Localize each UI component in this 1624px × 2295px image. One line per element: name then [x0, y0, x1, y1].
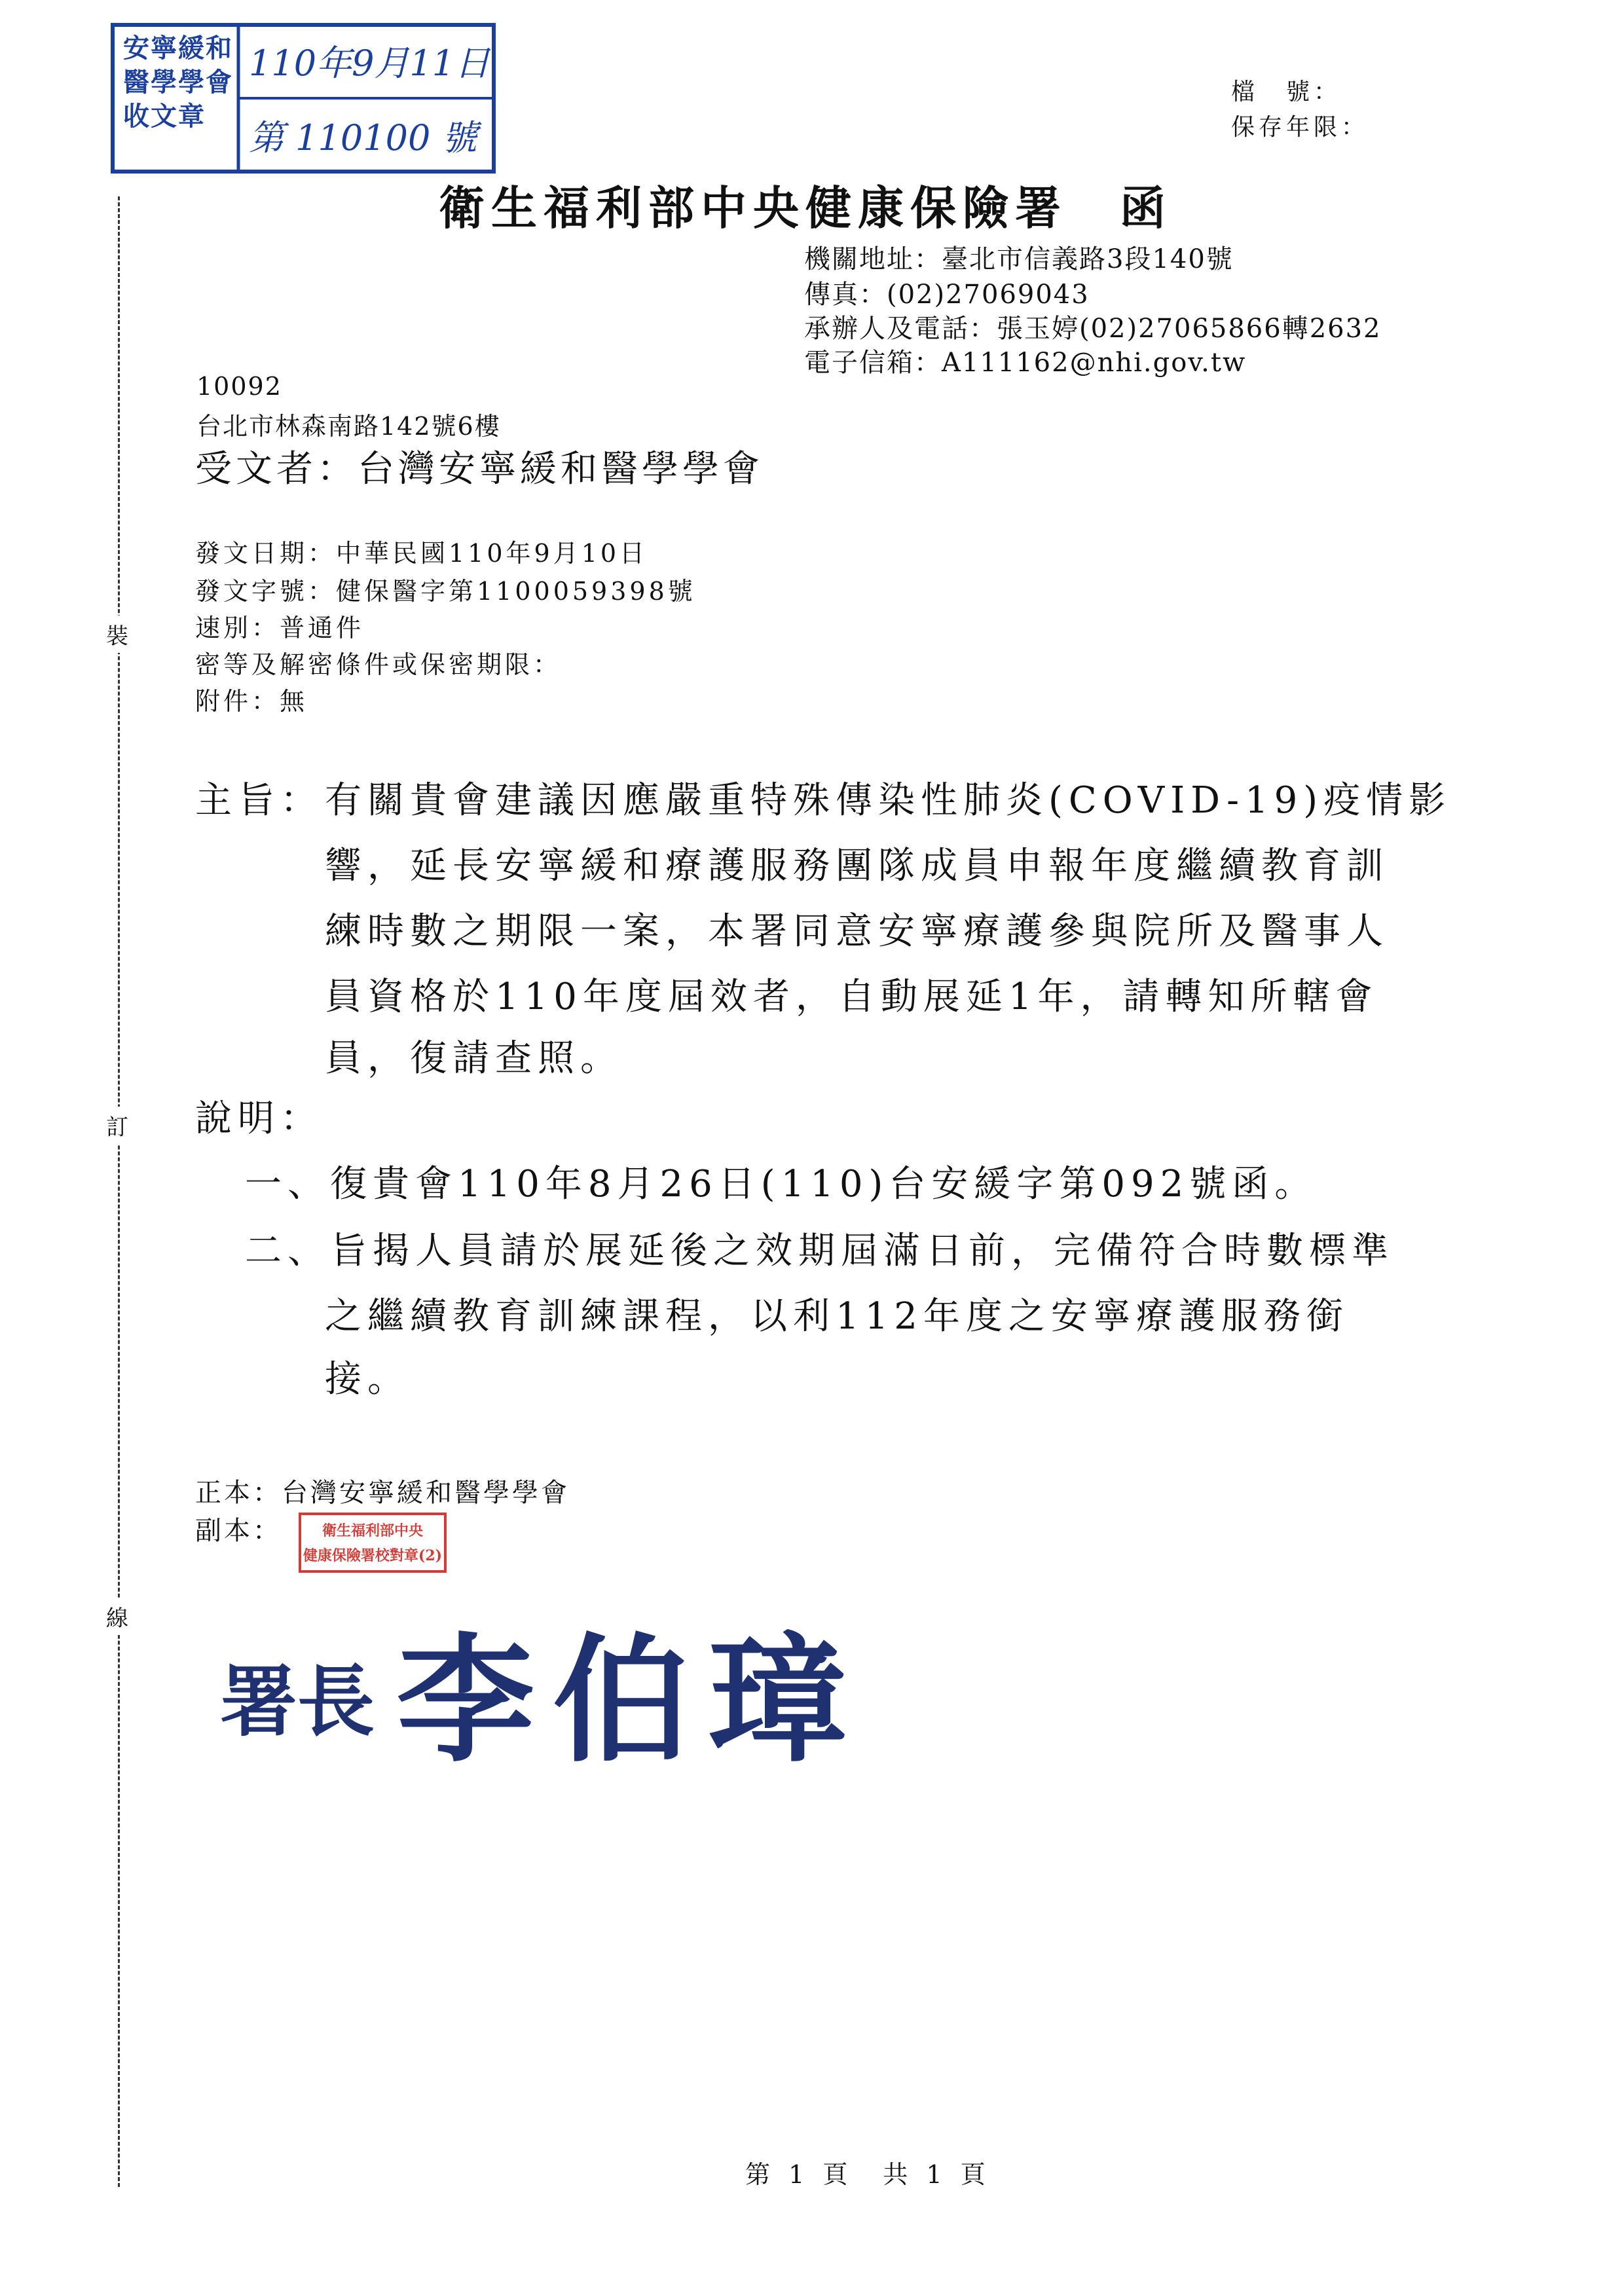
explanation-item-2-line-2: 之繼續教育訓練課程，以利112年度之安寧療護服務銜 [325, 1295, 1349, 1338]
agency-email: 電子信箱：A111162@nhi.gov.tw [804, 348, 1247, 378]
agency-contact: 承辦人及電話：張玉婷(02)27065866轉2632 [804, 314, 1382, 344]
recipient: 受文者：台灣安寧緩和醫學學會 [195, 448, 764, 490]
subject-line-4: 員資格於110年度屆效者，自動展延1年，請轉知所轄會 [325, 976, 1378, 1018]
recipient-postal-code: 10092 [196, 372, 282, 401]
subject-label: 主旨： [195, 779, 323, 822]
receipt-stamp-number: 第 110100 號 [249, 117, 477, 158]
agency-fax: 傳真：(02)27069043 [804, 280, 1090, 310]
receipt-stamp-org: 安寧緩和醫學學會收文章 [123, 33, 233, 132]
issue-date: 發文日期：中華民國110年9月10日 [195, 539, 648, 568]
page-footer: 第 1 頁 共 1 頁 [745, 2160, 991, 2189]
subject-line-2: 響，延長安寧緩和療護服務團隊成員申報年度繼續教育訓 [325, 845, 1389, 887]
document-title: 衛生福利部中央健康保險署 函 [439, 181, 1172, 235]
delivery-speed: 速別：普通件 [195, 614, 365, 642]
security-level: 密等及解密條件或保密期限： [195, 650, 562, 679]
explanation-label: 說明： [195, 1097, 323, 1140]
binding-line [118, 196, 120, 2187]
seal-line-1: 衛生福利部中央 [322, 1522, 423, 1539]
signature-name: 李伯璋 [397, 1619, 862, 1781]
receipt-stamp [110, 22, 496, 174]
explanation-item-2-line-3: 接。 [325, 1358, 410, 1401]
explanation-item-1: 一、復貴會110年8月26日(110)台安緩字第092號函。 [245, 1163, 1318, 1205]
binding-mark-xian: 線 [106, 1598, 128, 1635]
signature-mark [220, 1598, 862, 1794]
duplicate-copy-label: 副本： [195, 1516, 282, 1546]
original-copy: 正本：台灣安寧緩和醫學學會 [195, 1478, 570, 1508]
subject-line-1: 有關貴會建議因應嚴重特殊傳染性肺炎(COVID-19)疫情影 [325, 779, 1452, 822]
subject-line-3: 練時數之期限一案，本署同意安寧療護參與院所及醫事人 [325, 910, 1389, 953]
recipient-address: 台北市林森南路142號6樓 [196, 412, 501, 441]
proofreading-seal [299, 1513, 447, 1573]
issue-reference: 發文字號：健保醫字第1100059398號 [195, 577, 696, 606]
seal-line-2: 健康保險署校對章(2) [303, 1547, 443, 1564]
receipt-stamp-date: 110年9月11日 [249, 43, 490, 84]
file-number: 檔 號： [1231, 79, 1342, 105]
signature [220, 1598, 862, 1797]
retention-period: 保存年限： [1231, 114, 1369, 141]
explanation-item-2-line-1: 二、旨揭人員請於展延後之效期屆滿日前，完備符合時數標準 [245, 1230, 1394, 1272]
subject-line-5: 員，復請查照。 [325, 1037, 623, 1080]
binding-mark-zhuang: 裝 [106, 615, 128, 653]
attachments: 附件：無 [195, 687, 308, 716]
binding-mark-ding: 訂 [106, 1107, 128, 1144]
agency-address: 機關地址：臺北市信義路3段140號 [804, 244, 1234, 274]
signature-title: 署長 [220, 1656, 375, 1747]
